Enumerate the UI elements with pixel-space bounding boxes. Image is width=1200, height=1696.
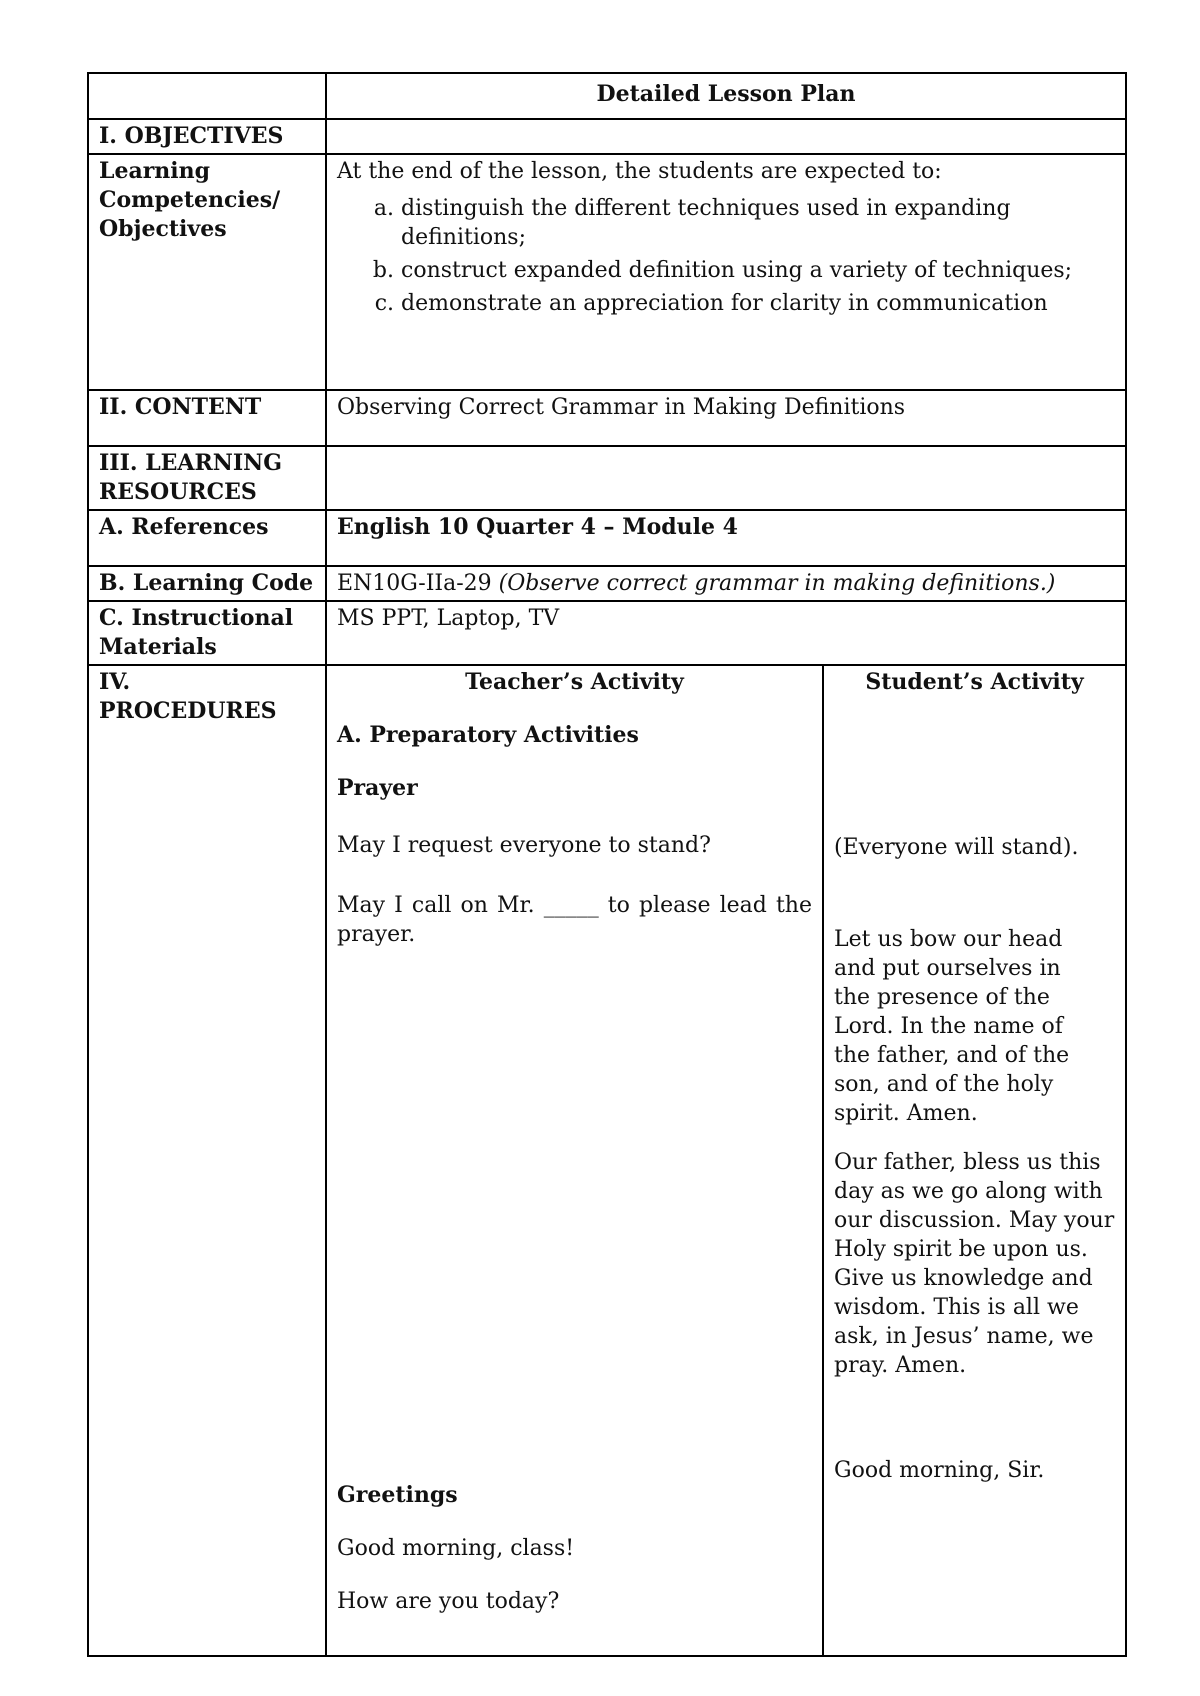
teacher-stand-text: May I request everyone to stand? — [337, 833, 711, 858]
procedures-label: IV. PROCEDURES — [88, 665, 326, 1656]
resources-empty-cell — [326, 446, 1126, 510]
student-morning-text: Good morning, Sir. — [834, 1458, 1045, 1483]
references-value: English 10 Quarter 4 – Module 4 — [326, 510, 1126, 566]
prayer-heading: Prayer — [337, 775, 418, 801]
materials-label: C. Instructional Materials — [88, 601, 326, 665]
objective-item: a. distinguish the different techniques used in expanding definitions; — [401, 194, 1115, 252]
teacher-how-text: How are you today? — [337, 1589, 560, 1614]
student-stand-text: (Everyone will stand). — [834, 835, 1079, 860]
learning-code-label: B. Learning Code — [88, 566, 326, 601]
materials-row — [88, 601, 1126, 665]
content-value: Observing Correct Grammar in Making Definitions — [326, 390, 1126, 446]
references-row — [88, 510, 1126, 566]
teacher-activity-header: Teacher’s Activity — [465, 669, 684, 695]
title-row — [88, 73, 1126, 119]
teacher-call-text: May I call on Mr. _____ to please lead the prayer. — [337, 893, 812, 947]
lesson-plan-page — [87, 72, 1125, 1657]
resources-label: III. LEARNING RESOURCES — [88, 446, 326, 510]
lesson-plan-table — [87, 72, 1127, 1657]
preparatory-heading: A. Preparatory Activities — [337, 722, 639, 748]
student-prayer-text: Let us bow our head and put ourselves in the presence of the Lord. In the name of the father, and of the son, and of the holy spirit. Amen. — [834, 927, 1070, 1126]
competencies-row — [88, 154, 1126, 390]
student-activity-header: Student’s Activity — [865, 669, 1084, 695]
competencies-cell — [326, 154, 1126, 390]
content-row — [88, 390, 1126, 446]
learning-code-cell — [326, 566, 1126, 601]
objectives-row — [88, 119, 1126, 154]
page-title: Detailed Lesson Plan — [326, 73, 1126, 119]
resources-row — [88, 446, 1126, 510]
references-label: A. References — [88, 510, 326, 566]
title-empty-cell — [88, 73, 326, 119]
procedures-row — [88, 665, 1126, 1656]
student-prayer2-text: Our father, bless us this day as we go along with our discussion. May your Holy spirit be upon us. Give us knowledge and wisdom. This is all we ask, in Jesus’ name, we pray. Amen. — [834, 1150, 1115, 1378]
teacher-activity-cell — [326, 665, 823, 1656]
content-label: II. CONTENT — [88, 390, 326, 446]
objective-item: c. demonstrate an appreciation for clarity in communication — [401, 289, 1115, 318]
materials-value: MS PPT, Laptop, TV — [326, 601, 1126, 665]
learning-code-row — [88, 566, 1126, 601]
teacher-morning-text: Good morning, class! — [337, 1536, 575, 1561]
student-activity-cell — [823, 665, 1126, 1656]
objectives-empty-cell — [326, 119, 1126, 154]
competencies-label: Learning Competencies/ Objectives — [88, 154, 326, 390]
learning-code-description: (Observe correct grammar in making definitions.) — [498, 571, 1056, 596]
objectives-list — [337, 194, 1115, 318]
greetings-heading: Greetings — [337, 1482, 458, 1508]
learning-code-value: EN10G-IIa-29 — [337, 571, 492, 596]
objectives-intro: At the end of the lesson, the students are expected to: — [337, 159, 942, 184]
objective-item: b. construct expanded definition using a variety of techniques; — [401, 256, 1115, 285]
objectives-label: I. OBJECTIVES — [88, 119, 326, 154]
